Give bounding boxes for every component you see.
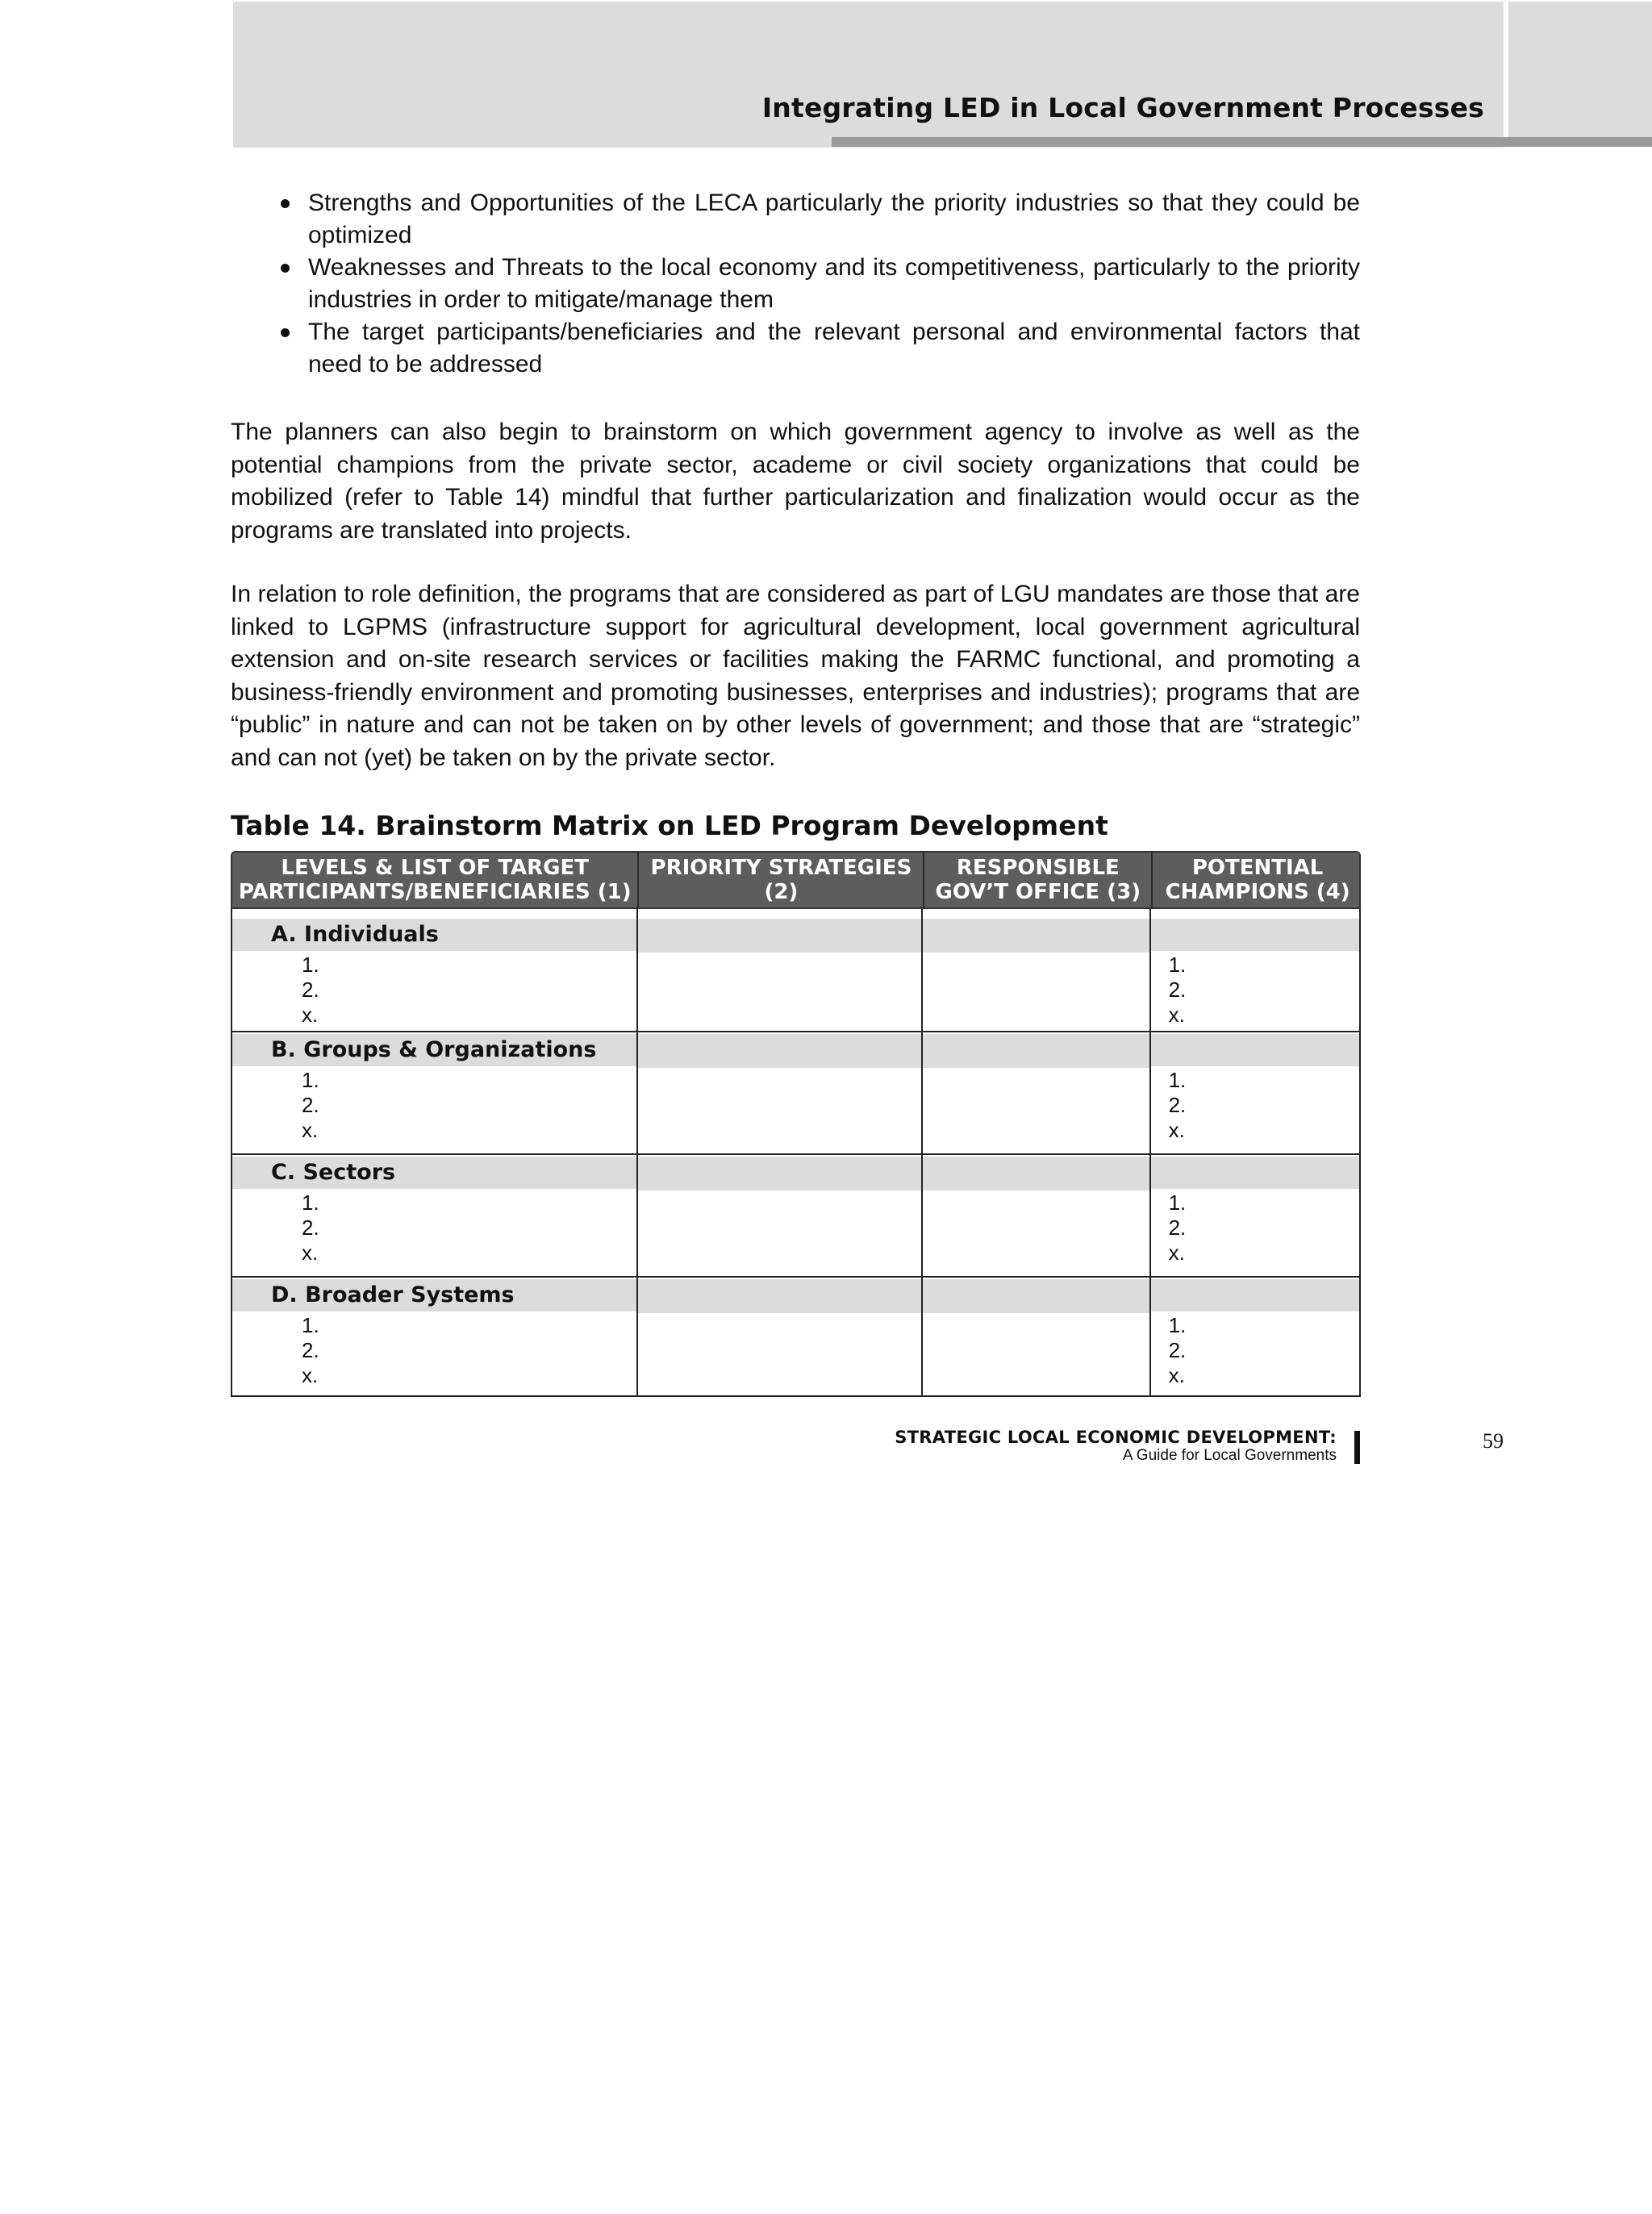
champions-cell [1150,1154,1360,1277]
table-title: Table 14. Brainstorm Matrix on LED Program Development [231,810,1108,841]
champion-list: 1. 2. x. [1168,1190,1187,1265]
group-label: C. Sectors [232,1157,636,1189]
table-row [232,1277,1360,1396]
champion-list: 1. 2. x. [1168,953,1187,1027]
office-cell [922,1277,1149,1396]
item-list: 1. 2. x. [302,1068,319,1142]
strategies-cell [637,1277,923,1396]
bullet-item: Strengths and Opportunities of the LECA particularly the priority industries so that they could be optimized [274,187,1360,252]
group-label: A. Individuals [232,919,636,951]
group-label: B. Groups & Organizations [232,1034,636,1066]
footer-title: STRATEGIC LOCAL ECONOMIC DEVELOPMENT: [895,1428,1337,1447]
column-header-strategies: PRIORITY STRATEGIES (2) [638,853,924,907]
levels-cell [232,909,637,1032]
group-label: D. Broader Systems [232,1279,636,1311]
item-list: 1. 2. x. [302,953,319,1027]
header-side-strip [1504,2,1652,139]
table-row [232,1032,1360,1154]
running-header-title: Integrating LED in Local Government Processes [761,92,1484,123]
body-paragraph: In relation to role definition, the programs that are considered as part of LGU mandates are those that are linked to LGPMS (infrastructure support for agricultural development, local government agricultural extension and on-site research services or facilities making the FARMC functional, and promoting a business-friendly environment and promoting businesses, enterprises and industries); programs that are “public” in nature and can not be taken on by other levels of government; and those that are “strategic” and can not (yet) be taken on by the private sector. [231,581,1360,771]
office-cell [922,909,1149,1032]
page-number: 59 [1483,1429,1504,1453]
table-row [232,909,1360,1032]
header-rule [832,137,1652,147]
item-list: 1. 2. x. [302,1313,319,1387]
levels-cell [232,1154,637,1277]
footer-divider-bar [1354,1431,1360,1464]
office-cell [922,1154,1149,1277]
strategies-cell [637,1154,923,1277]
bullet-item: The target participants/beneficiaries and the relevant personal and environmental factors that need to be addressed [274,316,1360,381]
office-cell [922,1032,1149,1154]
bullet-list [274,187,1360,381]
column-header-champions: POTENTIAL CHAMPIONS (4) [1152,853,1361,907]
levels-cell [232,1032,637,1154]
bullet-dot-icon [281,264,290,273]
champions-cell [1150,909,1360,1032]
champions-cell [1150,1032,1360,1154]
footer-subtitle: A Guide for Local Governments [1122,1447,1337,1464]
champions-cell [1150,1277,1360,1396]
body-paragraph: The planners can also begin to brainstorm on which government agency to involve as well as the potential champions from the private sector, academe or civil society organizations that could be mobilized (refer to Table 14) mindful that further particularization and finalization would occur as the programs are translated into projects. [231,419,1360,544]
item-list: 1. 2. x. [302,1190,319,1265]
table-row [232,1154,1360,1277]
bullet-dot-icon [281,328,290,337]
header-band [233,2,1504,148]
champion-list: 1. 2. x. [1168,1068,1187,1142]
brainstorm-matrix [231,851,1361,2214]
table-body [231,909,1361,1397]
table-header [231,851,1361,909]
champion-list: 1. 2. x. [1168,1313,1187,1387]
bullet-item: Weaknesses and Threats to the local economy and its competitiveness, particularly to the priority industries in order to mitigate/manage them [274,252,1360,316]
column-header-levels: LEVELS & LIST OF TARGET PARTICIPANTS/BENEFICIARIES (1) [232,853,638,907]
column-header-office: RESPONSIBLE GOV’T OFFICE (3) [924,853,1152,907]
strategies-cell [637,909,923,1032]
bullet-dot-icon [281,199,290,208]
levels-cell [232,1277,637,1396]
strategies-cell [637,1032,923,1154]
header-divider [1504,2,1508,139]
